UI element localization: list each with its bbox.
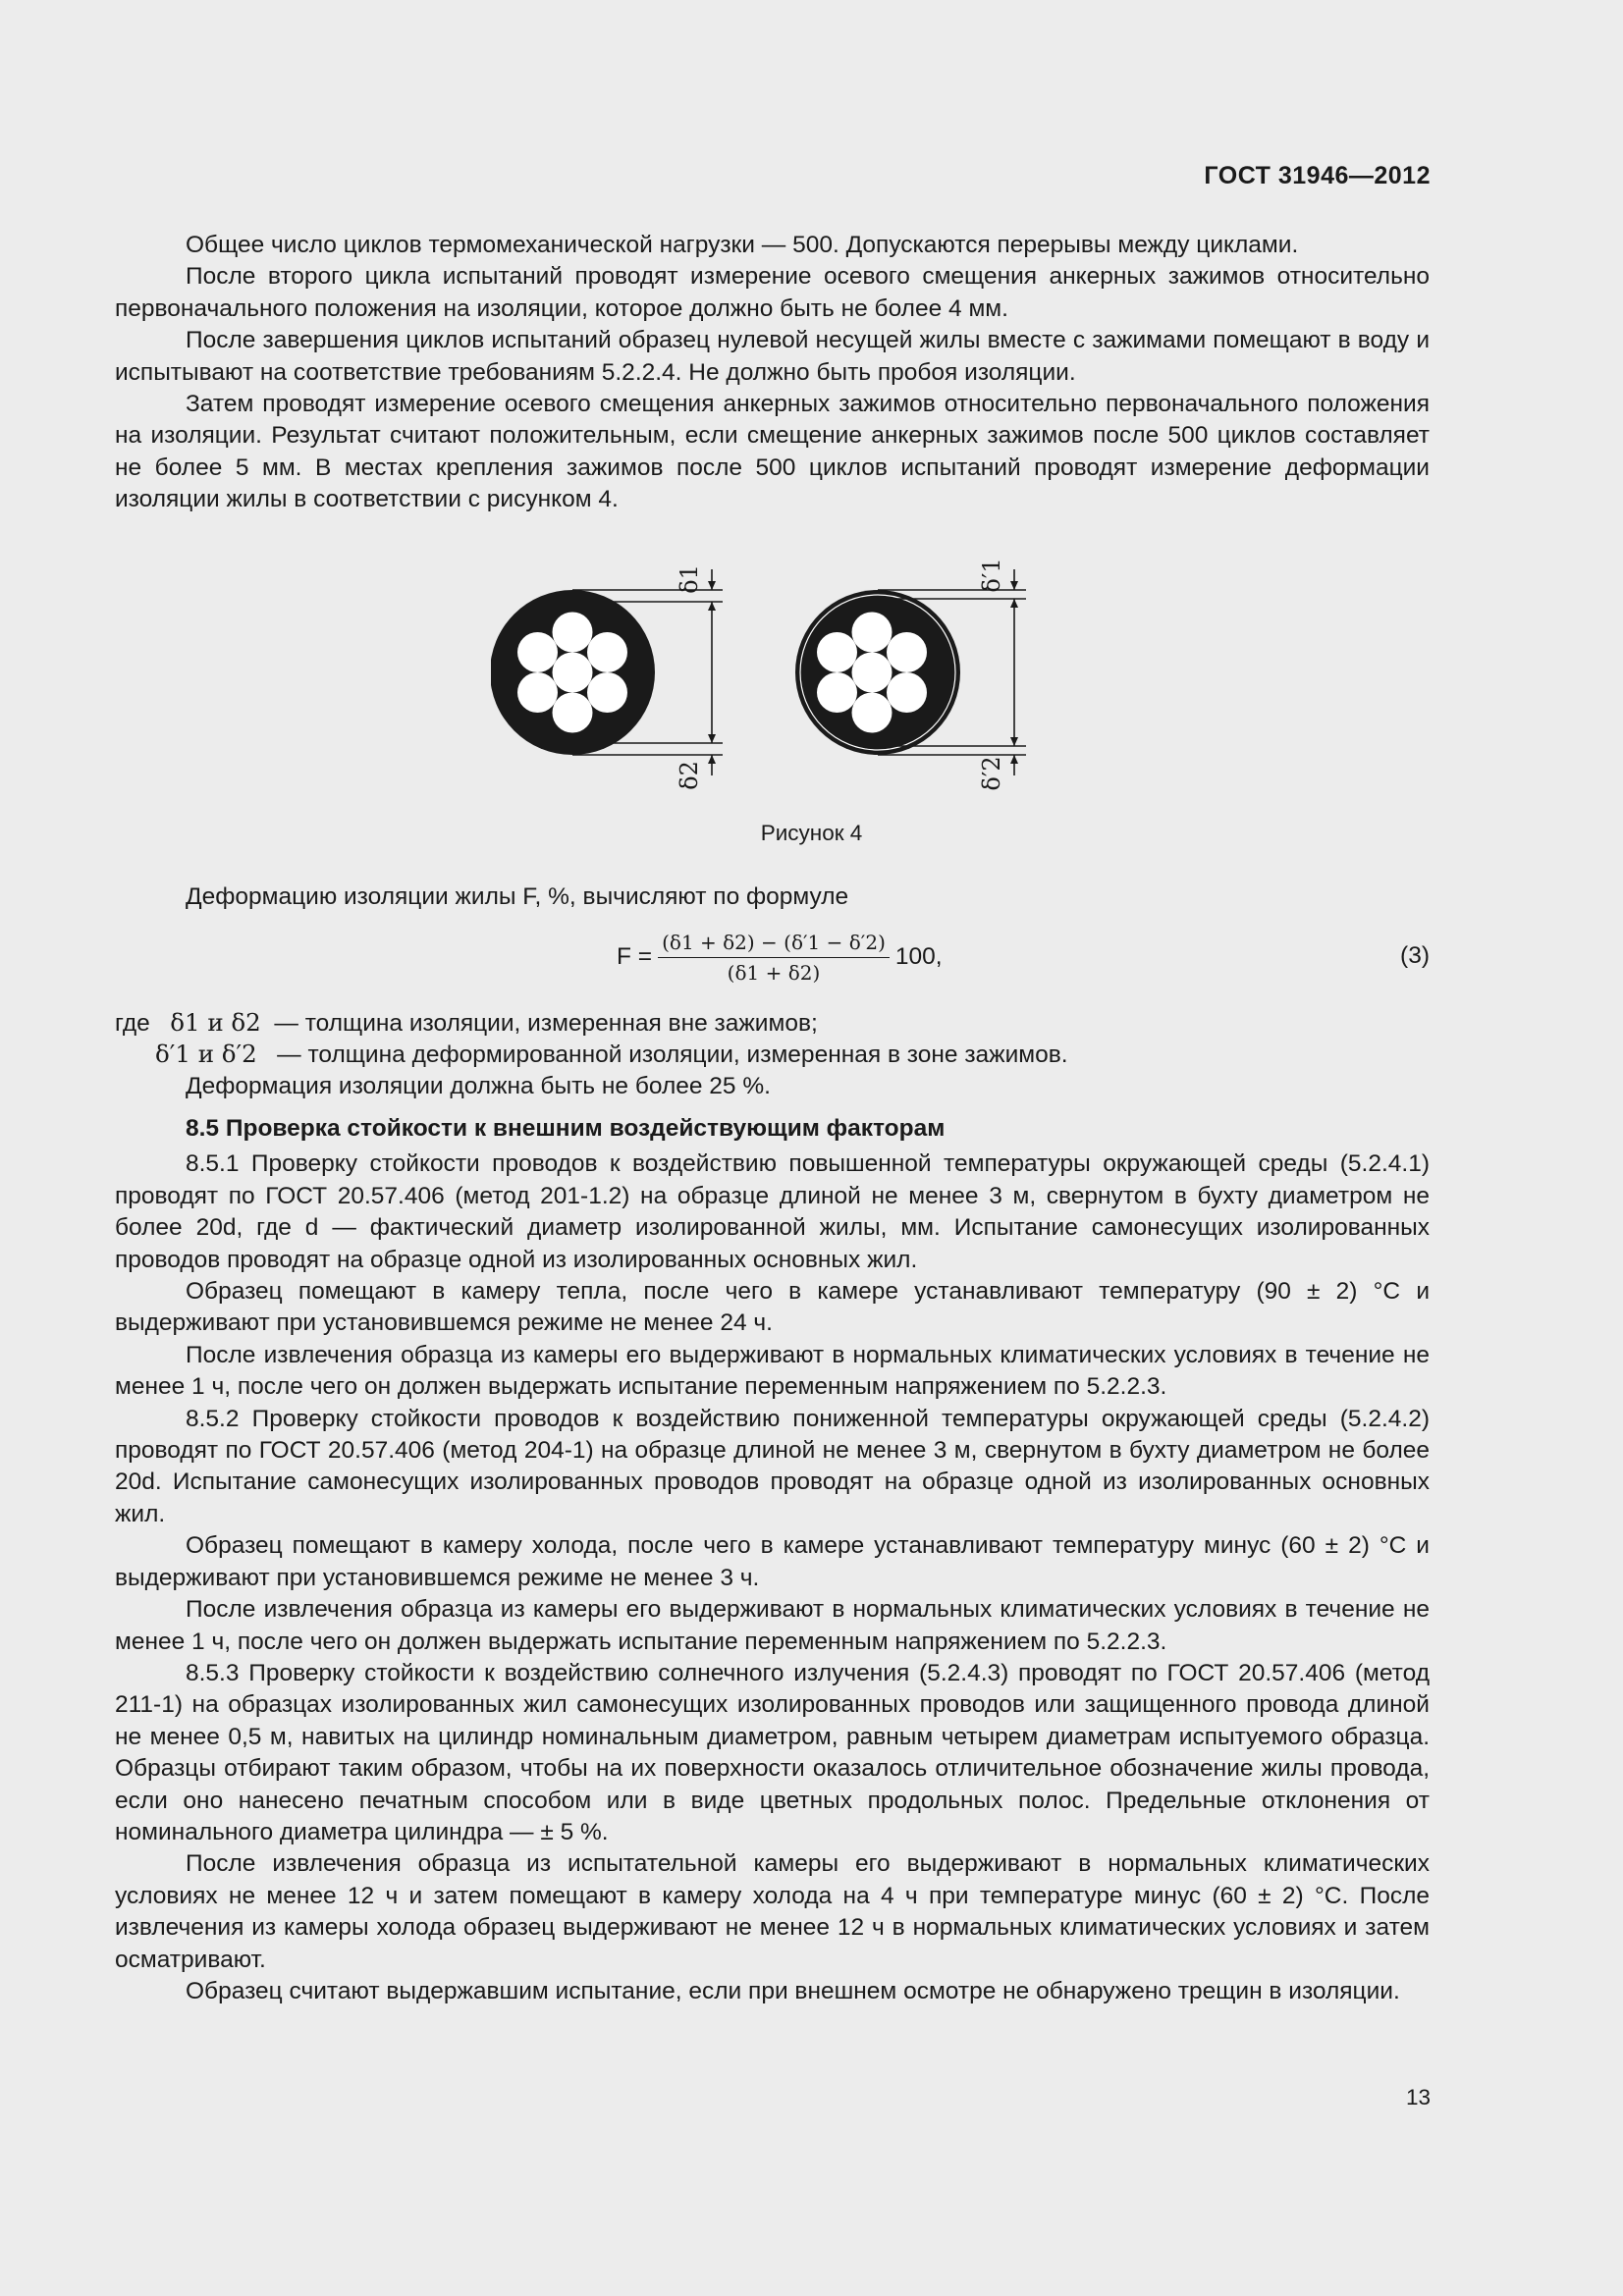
figure-4-diagram — [491, 540, 1041, 805]
formula-denominator: (δ1 + δ2) — [727, 960, 821, 985]
paragraph: После завершения циклов испытаний образец нулевой несущей жилы вместе с зажимами помещают в воду и испытывают на соответствие требованиям 5.2.2.4. Не должно быть пробоя изоляции. — [115, 327, 1430, 386]
where-line-1 — [115, 1007, 818, 1040]
formula-factor: 100, — [894, 943, 943, 970]
paragraph: 8.5.1 Проверку стойкости проводов к воздействию повышенной температуры окружающей среды (5.2.4.1) проводят по ГОСТ 20.57.406 (метод 201-1.2) на образце длиной не менее 3 м, свернутом в бухту диаметром не более 20d, где d — фактический диаметр изолированной жилы, мм. Испытание самонесущих изолированных проводов проводят на образце одной из изолированных основных жил. — [115, 1150, 1430, 1273]
paragraph: Затем проводят измерение осевого смещения анкерных зажимов относительно первоначального положения на изоляции. Результат считают положительным, если смещение анкерных зажимов после 500 циклов составляет не более 5 мм. В местах крепления зажимов после 500 циклов испытаний проводят измерение деформации изоляции жилы в соответствии с рисунком 4. — [115, 391, 1430, 513]
paragraph: 8.5.3 Проверку стойкости к воздействию солнечного излучения (5.2.4.3) проводят по ГОСТ 20.57.406 (метод 211-1) на образцах изолированных жил самонесущих изолированных проводов или защищенного провода длиной не менее 0,5 м, навитых на цилиндр номинальным диаметром, равным четырем диаметрам испытуемого образца. Образцы отбирают таким образом, чтобы на их поверхности оказалось отличительное обозначение жилы провода, если оно нанесено печатным способом или в виде цветных продольных полос. Предельные отклонения от номинального диаметра цилиндра — ± 5 %. — [115, 1659, 1430, 1845]
section-8-5 — [115, 1113, 1430, 2007]
equation-number: (3) — [1400, 942, 1430, 969]
formula-fraction — [658, 931, 890, 985]
paragraph: После извлечения образца из испытательной камеры его выдерживают в нормальных климатических условиях не менее 12 ч и затем помещают в камеру холода на 4 ч при температуре минус (60 ± 2) °С. После извлечения из камеры холода образец выдерживают не менее 12 ч в нормальных климатических условиях и затем осматривают. — [115, 1850, 1430, 1973]
where-symbols-2: δ′1 и δ′2 — [155, 1040, 257, 1068]
where-symbols-1: δ1 и δ2 — [170, 1008, 261, 1037]
doc-code: ГОСТ 31946—2012 — [1204, 162, 1431, 189]
label-delta1-prime: δ′1 — [978, 558, 1005, 593]
paragraph: Общее число циклов термомеханической нагрузки — 500. Допускаются перерывы между циклами. — [186, 232, 1299, 258]
conductor-outside-clamp — [491, 590, 655, 755]
section-heading: 8.5 Проверка стойкости к внешним воздействующим факторам — [186, 1115, 946, 1142]
paragraph: Образец помещают в камеру тепла, после чего в камере устанавливают температуру (90 ± 2) °С и выдерживают при установившемся режиме не менее 24 ч. — [115, 1278, 1430, 1337]
where-prefix: где — [115, 1010, 150, 1037]
label-delta1: δ1 — [676, 564, 703, 594]
paragraph: После извлечения образца из камеры его выдерживают в нормальных климатических условиях в течение не менее 1 ч, после чего он должен выдержать испытание переменным напряжением по 5.2.2.3. — [115, 1341, 1430, 1401]
formula-body — [617, 923, 943, 991]
where-text-1: — толщина изоляции, измеренная вне зажимов; — [274, 1010, 818, 1037]
formula-lhs: F = — [617, 943, 653, 970]
formula-intro-block — [115, 881, 1430, 913]
paragraph: 8.5.2 Проверку стойкости проводов к воздействию пониженной температуры окружающей среды (5.2.4.2) проводят по ГОСТ 20.57.406 (метод 204-1) на образце длиной не менее 3 м, свернутом в бухту диаметром не более 20d. Испытание самонесущих изолированных проводов проводят на образце одной из изолированных основных жил. — [115, 1405, 1430, 1527]
figure-caption: Рисунок 4 — [760, 821, 863, 845]
where-line-2 — [155, 1039, 1068, 1071]
conductor-in-clamp — [795, 590, 960, 755]
formula-numerator: (δ1 + δ2) − (δ′1 − δ′2) — [658, 931, 890, 958]
label-delta2-prime: δ′2 — [978, 756, 1005, 791]
paragraph: Образец считают выдержавшим испытание, если при внешнем осмотре не обнаружено трещин в изоляции. — [186, 1977, 1400, 2004]
label-delta2: δ2 — [676, 761, 703, 790]
formula-intro: Деформацию изоляции жилы F, %, вычисляют по формуле — [186, 883, 849, 910]
paragraph: После второго цикла испытаний проводят измерение осевого смещения анкерных зажимов относительно первоначального положения на изоляции, которое должно быть не более 4 мм. — [115, 263, 1430, 322]
where-text-2: — толщина деформированной изоляции, измеренная в зоне зажимов. — [277, 1041, 1068, 1068]
formula-3 — [0, 923, 1623, 991]
page-number: 13 — [1405, 2085, 1431, 2109]
paragraph: Образец помещают в камеру холода, после чего в камере устанавливают температуру минус (60 ± 2) °С и выдерживают при установившемся режиме не менее 3 ч. — [115, 1532, 1430, 1591]
paragraph: После извлечения образца из камеры его выдерживают в нормальных климатических условиях в течение не менее 1 ч, после чего он должен выдержать испытание переменным напряжением по 5.2.2.3. — [115, 1596, 1430, 1655]
where-line-3: Деформация изоляции должна быть не более 25 %. — [186, 1073, 771, 1099]
top-text-block — [115, 230, 1430, 516]
